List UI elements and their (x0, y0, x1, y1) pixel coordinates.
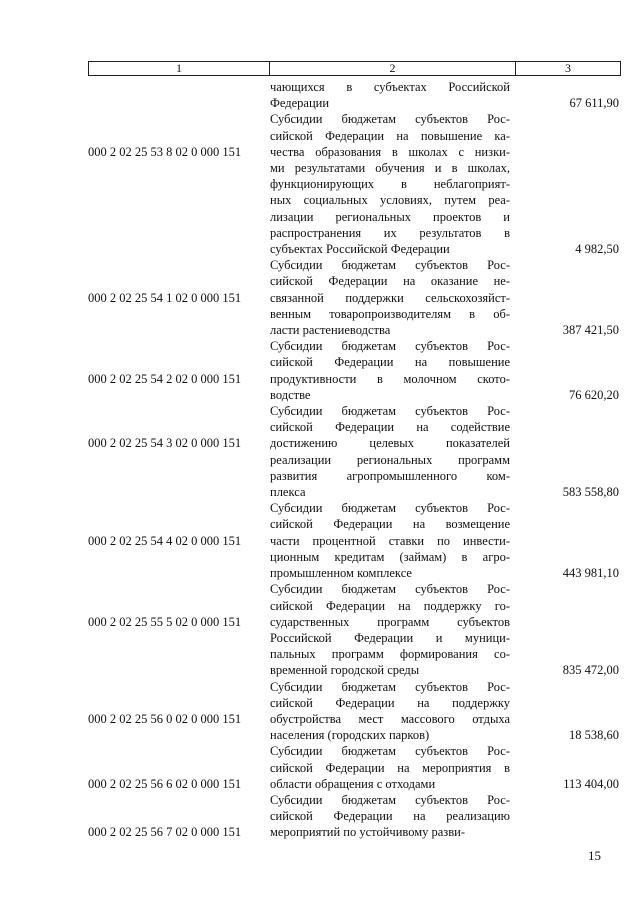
amount-value: 76 620,20 (569, 387, 619, 402)
row-description (270, 257, 510, 338)
description-line: Субсидии бюджетам субъектов Рос- (270, 582, 510, 597)
row-description (270, 792, 510, 841)
description-line: Субсидии бюджетам субъектов Рос- (270, 744, 510, 759)
budget-code: 000 2 02 25 56 6 02 0 000 151 (88, 776, 242, 791)
description-line: реализации региональных программ (270, 452, 510, 467)
table-row (0, 403, 640, 500)
amount-value: 583 558,80 (562, 485, 619, 500)
row-description (270, 679, 510, 744)
table-body (0, 79, 640, 841)
description-line: распространения их результатов в (270, 225, 510, 240)
description-line: сийской Федерации на поддержку (270, 695, 510, 710)
row-description (270, 403, 510, 500)
budget-code: 000 2 02 25 54 4 02 0 000 151 (88, 533, 242, 548)
amount-value: 387 421,50 (562, 323, 619, 338)
description-line: сийской Федерации на содействие (270, 420, 510, 435)
description-line: Федерации (270, 96, 330, 111)
description-line: области обращения с отходами (270, 776, 436, 791)
budget-code: 000 2 02 25 55 5 02 0 000 151 (88, 614, 242, 629)
table-row (0, 79, 640, 111)
description-line: Субсидии бюджетам субъектов Рос- (270, 112, 510, 127)
table-row (0, 679, 640, 744)
description-line: водстве (270, 387, 311, 402)
description-line: мероприятий по устойчивому разви- (270, 825, 465, 840)
table-row (0, 581, 640, 678)
description-line: сийской Федерации на повышение ка- (270, 128, 510, 143)
table-row (0, 743, 640, 792)
description-line: промышленном комплексе (270, 566, 412, 581)
row-description (270, 338, 510, 403)
description-line: населения (городских парков) (270, 728, 430, 743)
description-line: развития агропромышленного ком- (270, 468, 510, 483)
budget-code (88, 79, 268, 111)
row-amount (504, 792, 619, 841)
description-line: субъектах Российской Федерации (270, 242, 450, 257)
description-line: сийской Федерации на возмещение (270, 517, 510, 532)
page-number: 15 (588, 848, 601, 863)
budget-code: 000 2 02 25 53 8 02 0 000 151 (88, 144, 242, 159)
table-row (0, 500, 640, 581)
row-amount (504, 257, 619, 338)
description-line: части процентной ставки по инвести- (270, 533, 510, 548)
description-line: сийской Федерации на поддержку го- (270, 598, 510, 613)
row-amount (504, 581, 619, 678)
description-line: плекса (270, 485, 306, 500)
description-line: Российской Федерации и муници- (270, 630, 510, 645)
description-line: Субсидии бюджетам субъектов Рос- (270, 501, 510, 516)
row-amount (504, 403, 619, 500)
amount-value: 18 538,60 (569, 728, 619, 743)
table-header (88, 61, 621, 76)
description-line: пальных программ формирования со- (270, 647, 510, 662)
description-line: ласти растениеводства (270, 323, 391, 338)
row-amount (504, 679, 619, 744)
description-line: сийской Федерации на мероприятия в (270, 760, 510, 775)
amount-value: 113 404,00 (563, 776, 619, 791)
description-line: лизации региональных проектов и (270, 209, 510, 224)
description-line: сударственных программ субъектов (270, 614, 510, 629)
budget-code: 000 2 02 25 54 2 02 0 000 151 (88, 371, 242, 386)
description-line: сийской Федерации на повышение (270, 355, 510, 370)
amount-value: 835 472,00 (562, 663, 619, 678)
description-line: продуктивности в молочном ското- (270, 371, 510, 386)
table-row (0, 111, 640, 257)
row-description (270, 581, 510, 678)
header-col-3: 3 (565, 61, 571, 75)
row-amount (504, 743, 619, 792)
table-row (0, 792, 640, 841)
row-amount (504, 79, 619, 111)
amount-value: 4 982,50 (575, 242, 619, 257)
row-description (270, 79, 510, 111)
description-line: функционирующих в неблагоприят- (270, 177, 510, 192)
description-line: Субсидии бюджетам субъектов Рос- (270, 679, 510, 694)
row-amount (504, 338, 619, 403)
budget-code: 000 2 02 25 56 7 02 0 000 151 (88, 825, 242, 840)
row-amount (504, 500, 619, 581)
amount-value: 443 981,10 (562, 566, 619, 581)
description-line: сийской Федерации на реализацию (270, 809, 510, 824)
description-line: Субсидии бюджетам субъектов Рос- (270, 404, 510, 419)
amount-value: 67 611,90 (569, 96, 619, 111)
description-line: венным товаропроизводителям в об- (270, 306, 510, 321)
description-line: Субсидии бюджетам субъектов Рос- (270, 339, 510, 354)
description-line: ных социальных условиях, путем реа- (270, 193, 510, 208)
description-line: временной городской среды (270, 663, 420, 678)
description-line: достижению целевых показателей (270, 436, 510, 451)
description-line: ционным кредитам (займам) в агро- (270, 549, 510, 564)
header-col-2: 2 (270, 62, 516, 75)
row-description (270, 743, 510, 792)
budget-code: 000 2 02 25 54 3 02 0 000 151 (88, 436, 242, 451)
description-line: Субсидии бюджетам субъектов Рос- (270, 792, 510, 807)
table-row (0, 257, 640, 338)
description-line: чества образования в школах с низки- (270, 144, 510, 159)
budget-code: 000 2 02 25 54 1 02 0 000 151 (88, 290, 242, 305)
row-description (270, 111, 510, 257)
description-line: сийской Федерации на оказание не- (270, 274, 510, 289)
description-line: ми результатами обучения и в школах, (270, 161, 510, 176)
table-row (0, 338, 640, 403)
description-line: обустройства мест массового отдыха (270, 711, 510, 726)
row-amount (504, 111, 619, 257)
description-line: чающихся в субъектах Российской (270, 80, 510, 94)
budget-code: 000 2 02 25 56 0 02 0 000 151 (88, 711, 242, 726)
description-line: Субсидии бюджетам субъектов Рос- (270, 258, 510, 273)
row-description (270, 500, 510, 581)
description-line: связанной поддержки сельскохозяйст- (270, 290, 510, 305)
header-col-1: 1 (89, 62, 270, 75)
